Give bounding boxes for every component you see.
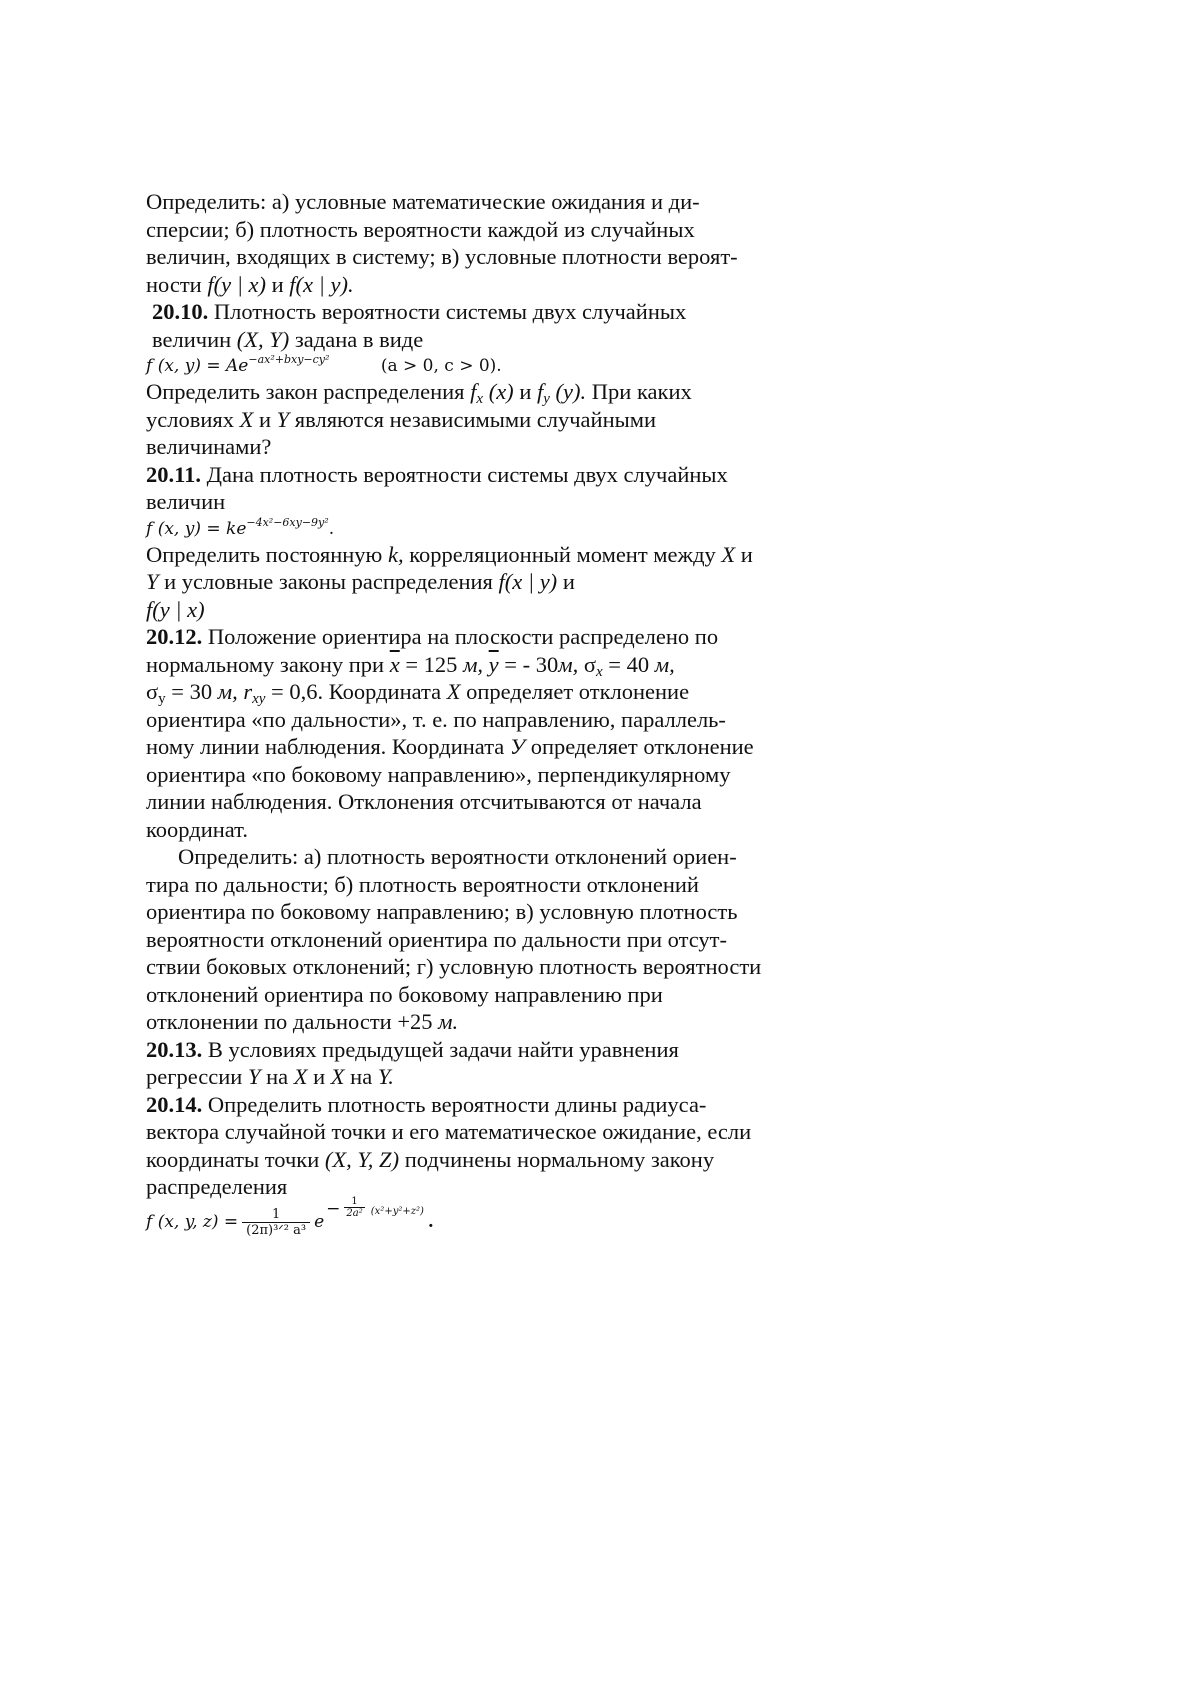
formula-20-10 — [146, 355, 826, 377]
fraction-numerator: 1 — [271, 1206, 281, 1222]
exponent-tail: (x²+y²+z²) — [370, 1205, 424, 1217]
problem-number: 20.12. — [146, 624, 203, 649]
problem-20-10-question — [146, 378, 826, 461]
text-line: ствии боковых отклонений; г) условную плотность вероятности — [146, 954, 762, 979]
text-line: величинами? — [146, 434, 272, 459]
subscript: xy — [252, 691, 266, 707]
mean-y-symbol: $\overline{y}$ — [488, 651, 499, 677]
text-fragment: условиях — [146, 406, 240, 432]
text-line: ориентира «по дальности», т. е. по направлению, параллель- — [146, 706, 726, 732]
text-line: Положение ориентира на плоскости распределено по — [202, 624, 719, 649]
text-line: вероятности отклонений ориентира по дальности при отсут- — [146, 926, 728, 952]
text-fragment: и — [266, 271, 290, 297]
text-fragment: = 40 — [602, 651, 655, 677]
text-fragment: и — [307, 1064, 331, 1089]
inline-math: k, — [387, 541, 404, 567]
text-line: сперсии; б) плотность вероятности каждой из случайных — [146, 216, 695, 242]
subscript: x — [476, 391, 484, 407]
subscript: x — [595, 663, 603, 680]
problem-20-11-question — [146, 541, 826, 624]
text-line: тира по дальности; б) плотность вероятности отклонений — [146, 871, 699, 897]
inline-math: (y). — [549, 379, 587, 404]
inline-math: Y — [146, 569, 159, 594]
fraction-numerator: 1 — [351, 1195, 358, 1207]
formula-lhs: f (x, y, z) = — [146, 1211, 239, 1232]
inline-math: (X, Y) — [236, 326, 290, 352]
sigma-symbol: σ — [146, 679, 159, 704]
text-line: Определить: а) условные математические ожидания и ди- — [146, 189, 700, 214]
text-fragment: = 125 — [399, 651, 464, 677]
inline-math: X — [721, 541, 736, 567]
text-line: отклонений ориентира по боковому направлению при — [146, 981, 663, 1007]
exponent-fraction — [344, 1196, 364, 1219]
problem-20-13 — [146, 1036, 826, 1091]
text-line: величин, входящих в систему; в) условные плотности вероят- — [146, 244, 738, 269]
inline-math: X — [330, 1064, 345, 1089]
text-fragment: определяет отклонение — [525, 734, 754, 759]
text-fragment: и — [557, 569, 575, 594]
inline-math: f(x | y). — [289, 271, 354, 297]
problem-number: 20.10. — [152, 299, 209, 324]
text-fragment: корреляционный момент между — [403, 541, 722, 567]
text-fragment: задана в виде — [289, 326, 424, 352]
formula-lhs: f (x, y) = ke — [146, 518, 247, 539]
text-fragment: При каких — [586, 379, 692, 404]
text-line: ориентира по боковому направлению; в) условную плотность — [146, 899, 738, 924]
document-page — [146, 188, 826, 1239]
text-fragment: являются независимыми случайными — [289, 406, 657, 432]
inline-math: f(x | y) — [498, 569, 558, 594]
text-line: ности — [146, 271, 208, 297]
inline-math: X — [239, 406, 254, 432]
text-fragment: определяет отклонение — [460, 679, 690, 704]
text-fragment: и — [513, 379, 537, 404]
subscript: y — [158, 691, 166, 707]
formula-condition: (a > 0, c > 0). — [380, 356, 502, 376]
formula-lhs: f (x, y) = Ae — [146, 356, 249, 376]
text-line: В условиях предыдущей задачи найти уравнения — [202, 1036, 679, 1062]
subscript: y — [543, 391, 550, 407]
formula-end-dot: . — [427, 1211, 434, 1232]
text-line: линии наблюдения. Отклонения отсчитываются от начала — [146, 789, 702, 814]
text-line: Плотность вероятности системы двух случайных — [208, 299, 687, 324]
unit: м, — [558, 651, 579, 677]
problem-20-12-question — [146, 843, 826, 1036]
text-fragment: = 0,6. Координата — [265, 679, 447, 704]
text-line: распределения — [146, 1174, 288, 1199]
fraction-denominator: (2π)³ᐟ² a³ — [242, 1222, 310, 1239]
exp-base: e — [314, 1211, 325, 1232]
text-fragment: регрессии — [146, 1064, 248, 1089]
inline-math: Y. — [377, 1064, 394, 1089]
text-fragment: отклонении по дальности +25 — [146, 1009, 439, 1034]
problem-20-11 — [146, 461, 826, 516]
text-fragment: и — [253, 406, 277, 432]
text-fragment: на — [344, 1064, 378, 1089]
problem-number: 20.13. — [146, 1036, 203, 1062]
text-fragment: = 30 — [165, 679, 218, 704]
text-line: ориентира «по боковому направлению», перпендикулярному — [146, 761, 731, 787]
inline-math: f — [470, 379, 477, 404]
text-fragment: подчинены нормальному закону — [399, 1146, 715, 1172]
text-line: Определить плотность вероятности длины радиуса- — [202, 1091, 707, 1117]
text-line: Определить: а) плотность вероятности отклонений ориен- — [178, 844, 737, 869]
problem-number: 20.14. — [146, 1091, 203, 1117]
formula-exponent: −ax²+bxy−cy² — [248, 353, 330, 366]
formula-20-11 — [146, 515, 826, 540]
problem-20-12 — [146, 623, 826, 843]
unit: м, — [654, 651, 675, 677]
unit: м, r — [217, 679, 253, 704]
text-fragment: ному линии наблюдения. Координата — [146, 734, 510, 759]
inline-math: (X, Y, Z) — [324, 1146, 400, 1172]
problem-number: 20.11. — [146, 461, 202, 487]
text-line: координат. — [146, 816, 248, 842]
inline-math: X — [293, 1064, 308, 1089]
inline-math: Y — [247, 1064, 261, 1089]
fraction-denominator: 2a² — [346, 1207, 363, 1219]
text-line: Дана плотность вероятности системы двух случайных — [201, 461, 728, 487]
mean-x-symbol: $\overline{x}$ — [389, 651, 400, 677]
unit: м. — [438, 1009, 459, 1034]
fraction — [242, 1207, 310, 1239]
formula-20-14 — [146, 1195, 826, 1239]
formula-exponent: −4x²−6xy−9y² — [246, 515, 329, 529]
inline-math: f(y | x) — [207, 271, 266, 297]
text-fragment: Определить закон распределения — [146, 379, 471, 404]
intro-paragraph — [146, 188, 826, 298]
text-line: величин — [152, 326, 237, 352]
problem-20-10 — [146, 298, 826, 353]
inline-math: f — [536, 379, 544, 404]
unit: м, — [463, 651, 484, 677]
text-line: вектора случайной точки и его математическое ожидание, если — [146, 1119, 752, 1144]
inline-math: Y — [276, 406, 290, 432]
text-line: величин — [146, 489, 226, 514]
inline-math: (x) — [483, 379, 514, 404]
formula-tail: . — [328, 518, 335, 539]
text-fragment: координаты точки — [146, 1146, 325, 1172]
problem-20-14 — [146, 1091, 826, 1201]
text-fragment: = - 30 — [498, 651, 559, 677]
text-fragment: и — [735, 541, 753, 567]
text-fragment: на — [260, 1064, 294, 1089]
inline-math: f(y | x) — [146, 596, 205, 622]
text-fragment: нормальному закону при — [146, 651, 390, 677]
exponent-minus: − — [326, 1198, 341, 1219]
inline-math: X — [446, 679, 461, 704]
sigma-symbol: σ — [578, 651, 596, 677]
formula-exponent — [326, 1196, 424, 1226]
inline-math: У — [509, 734, 526, 759]
text-fragment: Определить постоянную — [146, 541, 388, 567]
text-fragment: и условные законы распределения — [158, 569, 499, 594]
